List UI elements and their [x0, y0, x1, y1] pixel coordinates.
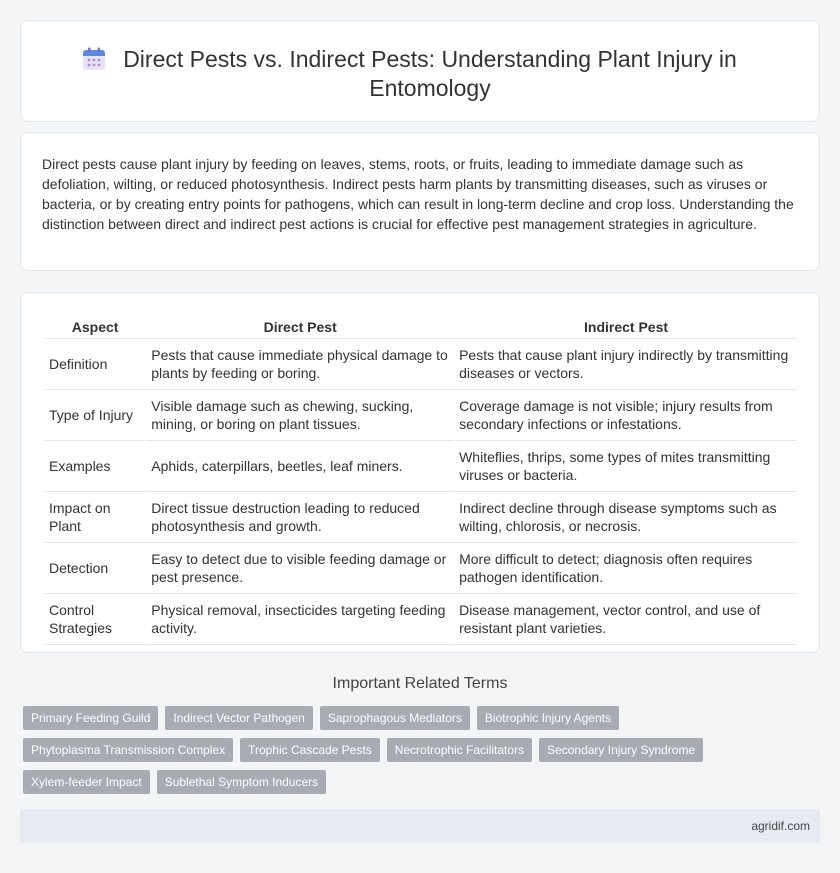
table-header-row	[45, 313, 797, 339]
related-terms-list	[23, 706, 813, 802]
related-terms-heading: Important Related Terms	[332, 675, 508, 692]
term-tag[interactable]: Secondary Injury Syndrome	[539, 738, 703, 762]
direct-cell: Aphids, caterpillars, beetles, leaf miners.	[147, 441, 453, 492]
summary-text: Direct pests cause plant injury by feeding on leaves, stems, roots, or fruits, leading to immediate damage such as defoliation, wilting, or reduced photosynthesis. Indirect pests harm plants by transmitting diseases, such as viruses or bacteria, or by creating entry points for pathogens, which can result in long-term decline and crop loss. Understanding the distinction between direct and indirect pest actions is crucial for effective pest management strategies in agriculture.	[42, 156, 794, 232]
tag-row	[23, 770, 813, 794]
term-tag[interactable]: Biotrophic Injury Agents	[477, 706, 619, 730]
direct-cell: Visible damage such as chewing, sucking, mining, or boring on plant tissues.	[147, 390, 453, 441]
direct-cell: Physical removal, insecticides targeting feeding activity.	[147, 594, 453, 645]
page-title: Direct Pests vs. Indirect Pests: Understanding Plant Injury in Entomology	[123, 46, 737, 101]
indirect-cell: Indirect decline through disease symptoms such as wilting, chlorosis, or necrosis.	[455, 492, 797, 543]
header-indirect-pest: Indirect Pest	[455, 313, 797, 339]
table-row	[45, 441, 797, 492]
footer-site-link[interactable]: agridif.com	[751, 819, 810, 833]
footer	[20, 809, 820, 842]
term-tag[interactable]: Necrotrophic Facilitators	[387, 738, 532, 762]
indirect-cell: Disease management, vector control, and use of resistant plant varieties.	[455, 594, 797, 645]
indirect-cell: More difficult to detect; diagnosis often requires pathogen identification.	[455, 543, 797, 594]
term-tag[interactable]: Xylem-feeder Impact	[23, 770, 150, 794]
summary-card	[20, 132, 820, 271]
indirect-cell: Coverage damage is not visible; injury results from secondary infections or infestations.	[455, 390, 797, 441]
term-tag[interactable]: Trophic Cascade Pests	[240, 738, 380, 762]
header-card	[20, 20, 820, 122]
aspect-cell: Impact on Plant	[45, 492, 145, 543]
table-row	[45, 543, 797, 594]
term-tag[interactable]: Indirect Vector Pathogen	[165, 706, 312, 730]
table-row	[45, 492, 797, 543]
direct-cell: Easy to detect due to visible feeding damage or pest presence.	[147, 543, 453, 594]
header-direct-pest: Direct Pest	[147, 313, 453, 339]
term-tag[interactable]: Saprophagous Mediators	[320, 706, 470, 730]
aspect-cell: Control Strategies	[45, 594, 145, 645]
aspect-cell: Examples	[45, 441, 145, 492]
table-row	[45, 339, 797, 390]
header-aspect: Aspect	[45, 313, 145, 339]
term-tag[interactable]: Sublethal Symptom Inducers	[157, 770, 326, 794]
direct-cell: Direct tissue destruction leading to reduced photosynthesis and growth.	[147, 492, 453, 543]
tag-row	[23, 738, 813, 762]
tag-row	[23, 706, 813, 730]
aspect-cell: Definition	[45, 339, 145, 390]
direct-cell: Pests that cause immediate physical damage to plants by feeding or boring.	[147, 339, 453, 390]
table-row	[45, 390, 797, 441]
indirect-cell: Pests that cause plant injury indirectly by transmitting diseases or vectors.	[455, 339, 797, 390]
term-tag[interactable]: Phytoplasma Transmission Complex	[23, 738, 233, 762]
indirect-cell: Whiteflies, thrips, some types of mites transmitting viruses or bacteria.	[455, 441, 797, 492]
comparison-table-card	[20, 292, 820, 653]
table-row	[45, 594, 797, 645]
comparison-table	[43, 313, 799, 645]
aspect-cell: Detection	[45, 543, 145, 594]
term-tag[interactable]: Primary Feeding Guild	[23, 706, 158, 730]
aspect-cell: Type of Injury	[45, 390, 145, 441]
